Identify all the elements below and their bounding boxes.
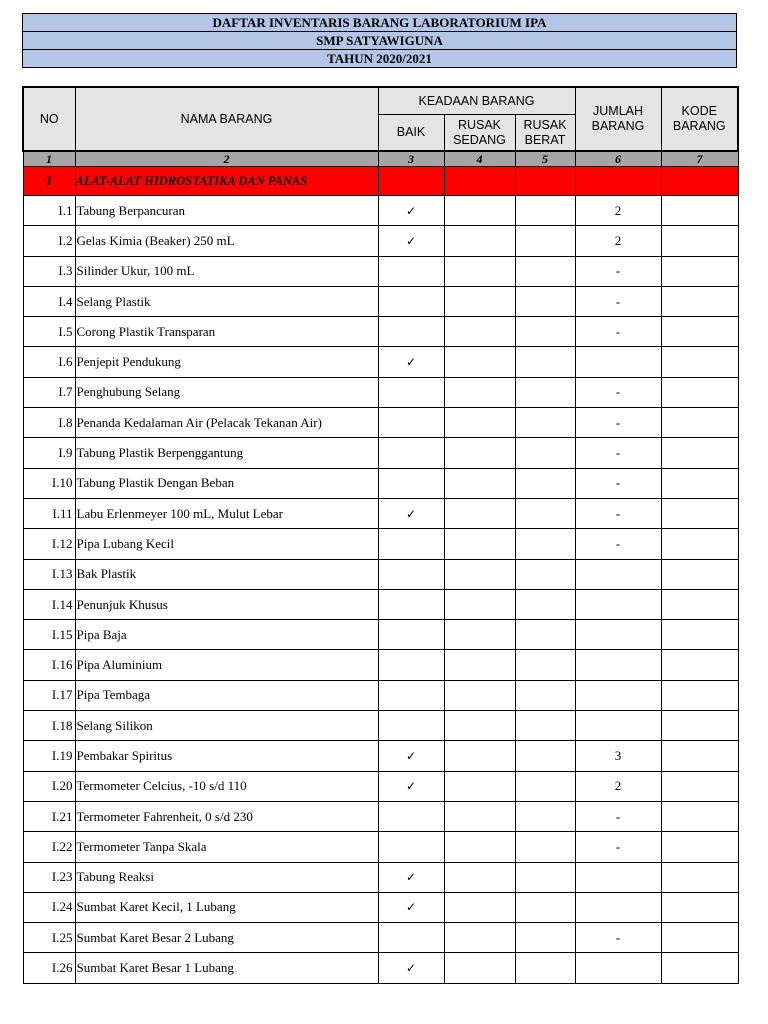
- item-number: I.15: [23, 620, 75, 650]
- section-cell: [515, 167, 575, 196]
- condition-baik-cell: [378, 801, 444, 831]
- quantity-cell: 2: [575, 771, 661, 801]
- check-icon: ✓: [405, 900, 417, 915]
- table-row: [23, 498, 738, 528]
- item-number: I.10: [23, 468, 75, 498]
- item-number: I.17: [23, 680, 75, 710]
- condition-baik-cell: [378, 892, 444, 922]
- section-cell: [575, 167, 661, 196]
- condition-rusak-berat-cell: [515, 923, 575, 953]
- column-number: 4: [444, 151, 515, 167]
- item-name: Gelas Kimia (Beaker) 250 mL: [75, 226, 378, 256]
- table-row: [23, 711, 738, 741]
- item-name: Pipa Tembaga: [75, 680, 378, 710]
- item-code-cell: [661, 923, 738, 953]
- quantity-cell: -: [575, 498, 661, 528]
- item-code-cell: [661, 620, 738, 650]
- item-code-cell: [661, 892, 738, 922]
- item-name: Corong Plastik Transparan: [75, 317, 378, 347]
- column-number: 7: [661, 151, 738, 167]
- header-rusak-sedang: [444, 115, 515, 152]
- item-code-cell: [661, 832, 738, 862]
- condition-baik-cell: [378, 317, 444, 347]
- item-name: Pembakar Spiritus: [75, 741, 378, 771]
- condition-rusak-berat-cell: [515, 226, 575, 256]
- item-number: I.5: [23, 317, 75, 347]
- item-code-cell: [661, 468, 738, 498]
- quantity-cell: [575, 589, 661, 619]
- check-icon: ✓: [405, 233, 417, 248]
- condition-rusak-berat-cell: [515, 680, 575, 710]
- item-name: Tabung Plastik Dengan Beban: [75, 468, 378, 498]
- quantity-cell: -: [575, 832, 661, 862]
- condition-rusak-berat-cell: [515, 862, 575, 892]
- item-number: I.3: [23, 256, 75, 286]
- table-row: [23, 559, 738, 589]
- condition-baik-cell: [378, 559, 444, 589]
- quantity-cell: [575, 892, 661, 922]
- condition-rusak-sedang-cell: [444, 680, 515, 710]
- table-row: [23, 771, 738, 801]
- condition-baik-cell: [378, 256, 444, 286]
- quantity-cell: 2: [575, 226, 661, 256]
- condition-rusak-berat-cell: [515, 317, 575, 347]
- check-icon: ✓: [405, 779, 417, 794]
- item-number: I.11: [23, 498, 75, 528]
- table-row: [23, 741, 738, 771]
- item-code-cell: [661, 741, 738, 771]
- item-code-cell: [661, 529, 738, 559]
- condition-rusak-berat-cell: [515, 771, 575, 801]
- table-row: [23, 256, 738, 286]
- header-rusak-sedang-line2: SEDANG: [453, 132, 506, 147]
- quantity-cell: -: [575, 286, 661, 316]
- condition-rusak-berat-cell: [515, 741, 575, 771]
- item-code-cell: [661, 680, 738, 710]
- condition-baik-cell: [378, 771, 444, 801]
- item-name: Tabung Plastik Berpenggantung: [75, 438, 378, 468]
- condition-rusak-berat-cell: [515, 801, 575, 831]
- condition-rusak-sedang-cell: [444, 377, 515, 407]
- condition-rusak-sedang-cell: [444, 650, 515, 680]
- item-number: I.6: [23, 347, 75, 377]
- item-name: Penunjuk Khusus: [75, 589, 378, 619]
- condition-rusak-berat-cell: [515, 832, 575, 862]
- condition-rusak-sedang-cell: [444, 529, 515, 559]
- quantity-cell: -: [575, 317, 661, 347]
- item-number: I.24: [23, 892, 75, 922]
- condition-rusak-sedang-cell: [444, 196, 515, 226]
- condition-rusak-sedang-cell: [444, 801, 515, 831]
- item-number: I.7: [23, 377, 75, 407]
- check-icon: ✓: [405, 870, 417, 885]
- item-code-cell: [661, 953, 738, 983]
- condition-rusak-berat-cell: [515, 892, 575, 922]
- quantity-cell: -: [575, 923, 661, 953]
- condition-rusak-sedang-cell: [444, 589, 515, 619]
- item-number: I.2: [23, 226, 75, 256]
- table-row: [23, 317, 738, 347]
- section-cell: [661, 167, 738, 196]
- item-code-cell: [661, 650, 738, 680]
- item-name: Pipa Baja: [75, 620, 378, 650]
- section-cell: [378, 167, 444, 196]
- table-row: [23, 680, 738, 710]
- item-code-cell: [661, 226, 738, 256]
- column-number: 2: [75, 151, 378, 167]
- condition-baik-cell: [378, 226, 444, 256]
- condition-baik-cell: [378, 832, 444, 862]
- header-rusak-berat-line2: BERAT: [524, 132, 566, 147]
- academic-year: TAHUN 2020/2021: [23, 50, 736, 68]
- condition-rusak-sedang-cell: [444, 620, 515, 650]
- item-number: I.1: [23, 196, 75, 226]
- condition-baik-cell: [378, 650, 444, 680]
- column-number: 6: [575, 151, 661, 167]
- condition-baik-cell: [378, 529, 444, 559]
- item-code-cell: [661, 711, 738, 741]
- quantity-cell: [575, 650, 661, 680]
- item-number: I.18: [23, 711, 75, 741]
- table-row: [23, 953, 738, 983]
- item-number: I.9: [23, 438, 75, 468]
- condition-rusak-sedang-cell: [444, 226, 515, 256]
- check-icon: ✓: [405, 506, 417, 521]
- check-icon: ✓: [405, 961, 417, 976]
- table-row: [23, 196, 738, 226]
- item-code-cell: [661, 498, 738, 528]
- item-name: Silinder Ukur, 100 mL: [75, 256, 378, 286]
- condition-baik-cell: [378, 680, 444, 710]
- item-name: Bak Plastik: [75, 559, 378, 589]
- table-row: [23, 589, 738, 619]
- table-row: [23, 801, 738, 831]
- condition-rusak-sedang-cell: [444, 892, 515, 922]
- table-row: [23, 650, 738, 680]
- condition-rusak-sedang-cell: [444, 953, 515, 983]
- condition-rusak-sedang-cell: [444, 256, 515, 286]
- section-row: [23, 167, 738, 196]
- table-row: [23, 377, 738, 407]
- item-name: Penghubung Selang: [75, 377, 378, 407]
- table-row: [23, 862, 738, 892]
- document-title-block: [22, 13, 737, 68]
- table-row: [23, 286, 738, 316]
- item-number: I.20: [23, 771, 75, 801]
- quantity-cell: [575, 711, 661, 741]
- item-name: Termometer Fahrenheit, 0 s/d 230: [75, 801, 378, 831]
- item-name: Pipa Aluminium: [75, 650, 378, 680]
- quantity-cell: [575, 680, 661, 710]
- quantity-cell: -: [575, 529, 661, 559]
- item-name: Tabung Berpancuran: [75, 196, 378, 226]
- item-name: Selang Silikon: [75, 711, 378, 741]
- item-name: Sumbat Karet Besar 2 Lubang: [75, 923, 378, 953]
- header-rusak-berat: [515, 115, 575, 152]
- table-row: [23, 832, 738, 862]
- condition-rusak-sedang-cell: [444, 862, 515, 892]
- quantity-cell: -: [575, 408, 661, 438]
- item-name: Pipa Lubang Kecil: [75, 529, 378, 559]
- condition-rusak-sedang-cell: [444, 468, 515, 498]
- condition-rusak-berat-cell: [515, 650, 575, 680]
- table-row: [23, 408, 738, 438]
- item-code-cell: [661, 347, 738, 377]
- item-code-cell: [661, 559, 738, 589]
- item-number: I.14: [23, 589, 75, 619]
- condition-rusak-berat-cell: [515, 286, 575, 316]
- quantity-cell: -: [575, 801, 661, 831]
- condition-rusak-berat-cell: [515, 256, 575, 286]
- table-row: [23, 892, 738, 922]
- quantity-cell: -: [575, 468, 661, 498]
- condition-rusak-berat-cell: [515, 408, 575, 438]
- quantity-cell: [575, 862, 661, 892]
- item-number: I.22: [23, 832, 75, 862]
- condition-rusak-sedang-cell: [444, 286, 515, 316]
- school-name: SMP SATYAWIGUNA: [23, 32, 736, 50]
- condition-rusak-berat-cell: [515, 196, 575, 226]
- item-name: Penanda Kedalaman Air (Pelacak Tekanan Air): [75, 408, 378, 438]
- quantity-cell: -: [575, 377, 661, 407]
- quantity-cell: -: [575, 438, 661, 468]
- condition-baik-cell: [378, 408, 444, 438]
- table-row: [23, 438, 738, 468]
- header-keadaan-barang: KEADAAN BARANG: [378, 87, 575, 115]
- item-code-cell: [661, 438, 738, 468]
- condition-baik-cell: [378, 862, 444, 892]
- item-name: Tabung Reaksi: [75, 862, 378, 892]
- condition-rusak-berat-cell: [515, 953, 575, 983]
- item-number: I.25: [23, 923, 75, 953]
- section-cell: [444, 167, 515, 196]
- column-number: 3: [378, 151, 444, 167]
- condition-rusak-berat-cell: [515, 438, 575, 468]
- header-no: NO: [23, 87, 75, 151]
- condition-baik-cell: [378, 196, 444, 226]
- condition-rusak-berat-cell: [515, 711, 575, 741]
- condition-rusak-sedang-cell: [444, 347, 515, 377]
- check-icon: ✓: [405, 355, 417, 370]
- condition-rusak-sedang-cell: [444, 711, 515, 741]
- condition-rusak-berat-cell: [515, 377, 575, 407]
- item-code-cell: [661, 408, 738, 438]
- item-number: I.21: [23, 801, 75, 831]
- item-number: I.23: [23, 862, 75, 892]
- column-number-row: [23, 151, 738, 167]
- condition-baik-cell: [378, 498, 444, 528]
- quantity-cell: [575, 620, 661, 650]
- condition-rusak-berat-cell: [515, 347, 575, 377]
- item-number: I.26: [23, 953, 75, 983]
- quantity-cell: [575, 347, 661, 377]
- item-name: Penjepit Pendukung: [75, 347, 378, 377]
- item-name: Labu Erlenmeyer 100 mL, Mulut Lebar: [75, 498, 378, 528]
- item-name: Sumbat Karet Kecil, 1 Lubang: [75, 892, 378, 922]
- table-row: [23, 620, 738, 650]
- condition-rusak-berat-cell: [515, 559, 575, 589]
- inventory-table-body: [23, 151, 738, 983]
- header-rusak-berat-line1: RUSAK: [523, 117, 567, 132]
- condition-rusak-berat-cell: [515, 529, 575, 559]
- condition-rusak-sedang-cell: [444, 408, 515, 438]
- table-row: [23, 468, 738, 498]
- condition-rusak-berat-cell: [515, 468, 575, 498]
- condition-rusak-sedang-cell: [444, 771, 515, 801]
- document-title: DAFTAR INVENTARIS BARANG LABORATORIUM IPA: [23, 14, 736, 32]
- condition-baik-cell: [378, 589, 444, 619]
- item-number: I.16: [23, 650, 75, 680]
- condition-baik-cell: [378, 620, 444, 650]
- header-kode-line2: BARANG: [672, 119, 726, 133]
- condition-rusak-sedang-cell: [444, 923, 515, 953]
- quantity-cell: [575, 559, 661, 589]
- condition-rusak-berat-cell: [515, 620, 575, 650]
- condition-baik-cell: [378, 377, 444, 407]
- item-number: I.4: [23, 286, 75, 316]
- quantity-cell: 3: [575, 741, 661, 771]
- column-number: 1: [23, 151, 75, 167]
- item-name: Termometer Tanpa Skala: [75, 832, 378, 862]
- table-row: [23, 347, 738, 377]
- condition-rusak-sedang-cell: [444, 438, 515, 468]
- header-jumlah-line2: BARANG: [591, 119, 645, 133]
- header-jumlah-barang: [575, 87, 661, 151]
- check-icon: ✓: [405, 748, 417, 763]
- condition-baik-cell: [378, 953, 444, 983]
- section-title: ALAT-ALAT HIDROSTATIKA DAN PANAS: [75, 167, 378, 196]
- item-number: I.8: [23, 408, 75, 438]
- condition-rusak-sedang-cell: [444, 317, 515, 347]
- item-number: I.19: [23, 741, 75, 771]
- condition-rusak-sedang-cell: [444, 559, 515, 589]
- item-code-cell: [661, 801, 738, 831]
- condition-rusak-sedang-cell: [444, 832, 515, 862]
- item-code-cell: [661, 377, 738, 407]
- item-code-cell: [661, 862, 738, 892]
- section-number: I: [23, 167, 75, 196]
- condition-baik-cell: [378, 438, 444, 468]
- item-code-cell: [661, 196, 738, 226]
- item-number: I.12: [23, 529, 75, 559]
- condition-baik-cell: [378, 468, 444, 498]
- table-row: [23, 923, 738, 953]
- header-kode-barang: [661, 87, 738, 151]
- condition-baik-cell: [378, 923, 444, 953]
- header-nama-barang: NAMA BARANG: [75, 87, 378, 151]
- inventory-table: [22, 86, 739, 984]
- item-name: Termometer Celcius, -10 s/d 110: [75, 771, 378, 801]
- quantity-cell: [575, 953, 661, 983]
- condition-rusak-berat-cell: [515, 498, 575, 528]
- condition-baik-cell: [378, 286, 444, 316]
- quantity-cell: -: [575, 256, 661, 286]
- condition-rusak-sedang-cell: [444, 498, 515, 528]
- item-code-cell: [661, 256, 738, 286]
- table-row: [23, 529, 738, 559]
- condition-baik-cell: [378, 741, 444, 771]
- item-number: I.13: [23, 559, 75, 589]
- header-jumlah-line1: JUMLAH: [593, 104, 644, 118]
- item-code-cell: [661, 771, 738, 801]
- item-name: Sumbat Karet Besar 1 Lubang: [75, 953, 378, 983]
- item-code-cell: [661, 286, 738, 316]
- quantity-cell: 2: [575, 196, 661, 226]
- check-icon: ✓: [405, 203, 417, 218]
- column-number: 5: [515, 151, 575, 167]
- condition-baik-cell: [378, 347, 444, 377]
- header-baik: BAIK: [378, 115, 444, 152]
- condition-baik-cell: [378, 711, 444, 741]
- condition-rusak-berat-cell: [515, 589, 575, 619]
- item-code-cell: [661, 317, 738, 347]
- header-rusak-sedang-line1: RUSAK: [457, 117, 502, 132]
- item-code-cell: [661, 589, 738, 619]
- item-name: Selang Plastik: [75, 286, 378, 316]
- header-kode-line1: KODE: [681, 104, 717, 118]
- condition-rusak-sedang-cell: [444, 741, 515, 771]
- table-row: [23, 226, 738, 256]
